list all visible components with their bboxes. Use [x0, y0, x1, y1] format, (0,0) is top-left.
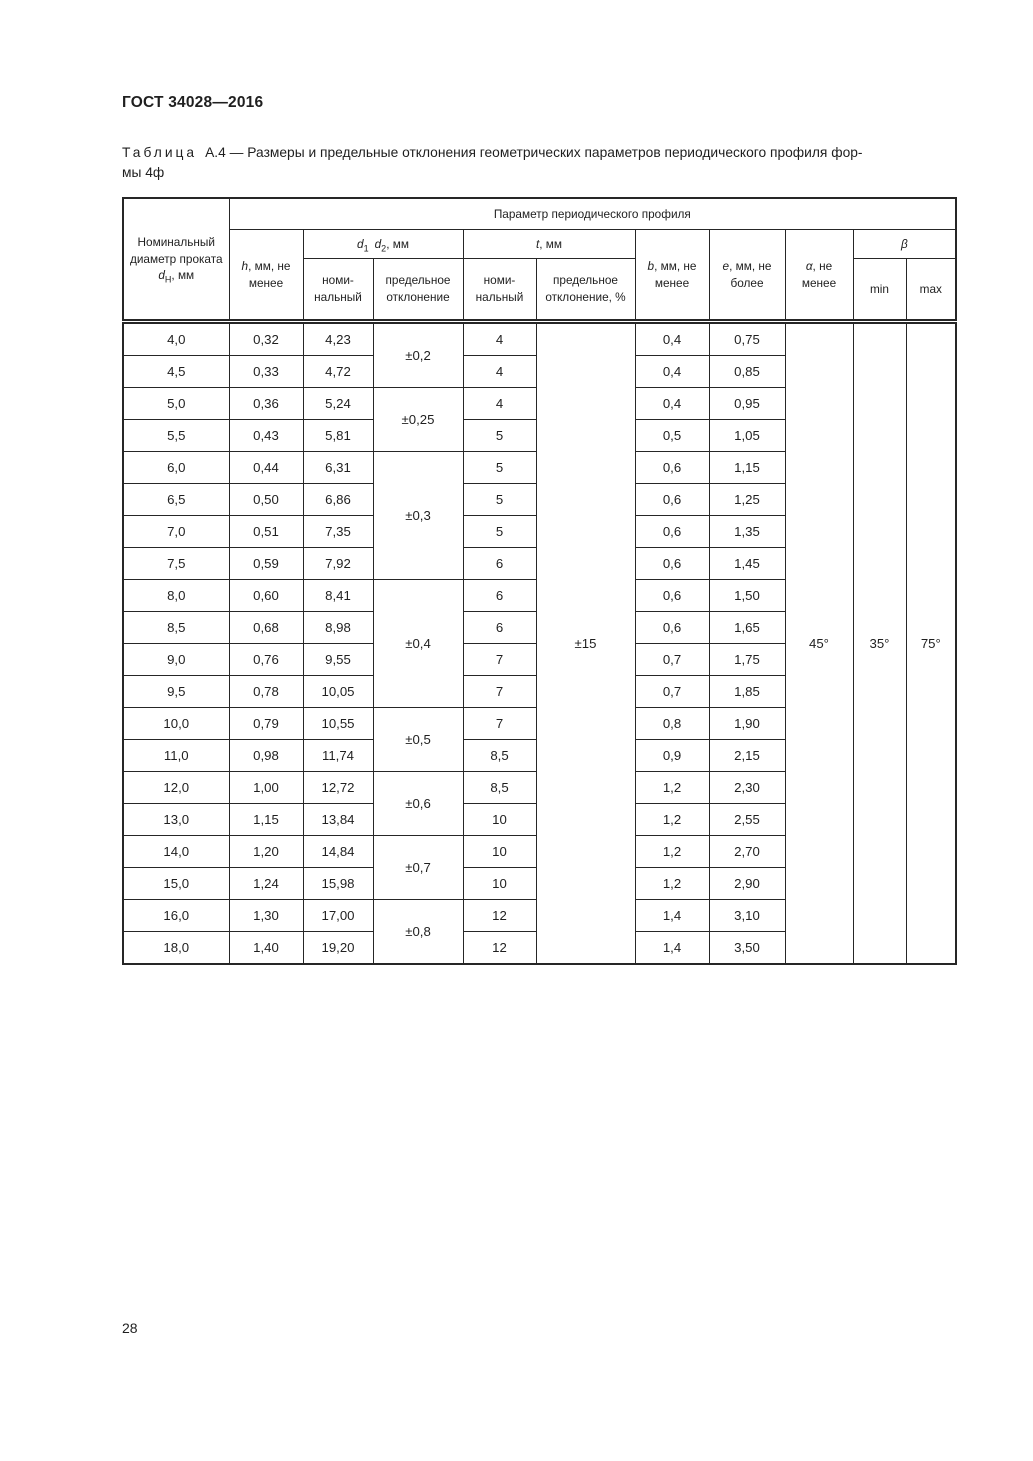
cell-t-nominal: 7: [463, 676, 536, 708]
cell-d12-nominal: 4,72: [303, 356, 373, 388]
cell-d12-nominal: 10,55: [303, 708, 373, 740]
cell-d12-nominal: 6,86: [303, 484, 373, 516]
cell-nominal-diameter: 6,5: [123, 484, 229, 516]
cell-b: 0,6: [635, 452, 709, 484]
col-header-param-span: Параметр периодического профиля: [229, 198, 956, 230]
cell-b: 0,7: [635, 644, 709, 676]
cell-d12-deviation: ±0,4: [373, 580, 463, 708]
cell-d12-nominal: 6,31: [303, 452, 373, 484]
cell-e: 2,30: [709, 772, 785, 804]
cell-d12-deviation: ±0,25: [373, 388, 463, 452]
table-caption-text-line2: мы 4ф: [122, 165, 165, 180]
cell-t-nominal: 6: [463, 580, 536, 612]
cell-e: 1,85: [709, 676, 785, 708]
cell-t-nominal: 4: [463, 322, 536, 356]
cell-nominal-diameter: 7,5: [123, 548, 229, 580]
cell-b: 1,2: [635, 772, 709, 804]
cell-e: 2,70: [709, 836, 785, 868]
table-caption-number: А.4: [205, 145, 226, 160]
table-row: [123, 322, 956, 356]
cell-nominal-diameter: 13,0: [123, 804, 229, 836]
cell-nominal-diameter: 6,0: [123, 452, 229, 484]
cell-t-nominal: 6: [463, 548, 536, 580]
cell-t-nominal: 10: [463, 804, 536, 836]
col-header-beta-min: min: [853, 259, 906, 322]
cell-e: 2,55: [709, 804, 785, 836]
cell-h: 0,79: [229, 708, 303, 740]
cell-nominal-diameter: 5,0: [123, 388, 229, 420]
cell-t-nominal: 10: [463, 836, 536, 868]
cell-beta-min: 35°: [853, 322, 906, 965]
cell-d12-nominal: 4,23: [303, 322, 373, 356]
cell-b: 1,4: [635, 932, 709, 965]
col-header-e: e, мм, не более: [709, 230, 785, 322]
cell-nominal-diameter: 14,0: [123, 836, 229, 868]
cell-t-nominal: 6: [463, 612, 536, 644]
cell-b: 0,4: [635, 388, 709, 420]
cell-e: 1,25: [709, 484, 785, 516]
cell-h: 1,00: [229, 772, 303, 804]
cell-d12-nominal: 7,92: [303, 548, 373, 580]
cell-t-nominal: 5: [463, 484, 536, 516]
col-header-t-deviation: предельное отклонение, %: [536, 259, 635, 322]
cell-b: 0,6: [635, 548, 709, 580]
col-header-d-nominal: номи-нальный: [303, 259, 373, 322]
cell-h: 0,33: [229, 356, 303, 388]
cell-h: 1,40: [229, 932, 303, 965]
cell-nominal-diameter: 4,0: [123, 322, 229, 356]
cell-e: 1,90: [709, 708, 785, 740]
cell-nominal-diameter: 5,5: [123, 420, 229, 452]
cell-t-nominal: 8,5: [463, 740, 536, 772]
cell-b: 0,7: [635, 676, 709, 708]
cell-b: 0,6: [635, 484, 709, 516]
profile-parameters-table: [122, 197, 957, 965]
cell-t-deviation: ±15: [536, 322, 635, 965]
cell-nominal-diameter: 15,0: [123, 868, 229, 900]
cell-t-nominal: 10: [463, 868, 536, 900]
cell-nominal-diameter: 8,5: [123, 612, 229, 644]
cell-nominal-diameter: 10,0: [123, 708, 229, 740]
cell-b: 1,2: [635, 804, 709, 836]
cell-e: 1,75: [709, 644, 785, 676]
cell-d12-nominal: 13,84: [303, 804, 373, 836]
cell-h: 0,43: [229, 420, 303, 452]
cell-t-nominal: 7: [463, 644, 536, 676]
cell-e: 0,95: [709, 388, 785, 420]
cell-nominal-diameter: 9,5: [123, 676, 229, 708]
cell-b: 0,5: [635, 420, 709, 452]
cell-b: 0,6: [635, 580, 709, 612]
cell-e: 1,35: [709, 516, 785, 548]
cell-h: 0,68: [229, 612, 303, 644]
cell-d12-nominal: 7,35: [303, 516, 373, 548]
cell-d12-nominal: 9,55: [303, 644, 373, 676]
cell-b: 0,8: [635, 708, 709, 740]
cell-h: 1,20: [229, 836, 303, 868]
cell-d12-nominal: 5,24: [303, 388, 373, 420]
cell-nominal-diameter: 12,0: [123, 772, 229, 804]
col-header-h: h, мм, не менее: [229, 230, 303, 322]
cell-d12-deviation: ±0,7: [373, 836, 463, 900]
cell-b: 0,4: [635, 356, 709, 388]
cell-e: 1,65: [709, 612, 785, 644]
col-header-b: b, мм, не менее: [635, 230, 709, 322]
cell-h: 0,51: [229, 516, 303, 548]
cell-h: 0,59: [229, 548, 303, 580]
cell-t-nominal: 4: [463, 356, 536, 388]
cell-e: 3,50: [709, 932, 785, 965]
cell-nominal-diameter: 8,0: [123, 580, 229, 612]
cell-t-nominal: 7: [463, 708, 536, 740]
table-header: [123, 198, 956, 322]
cell-nominal-diameter: 4,5: [123, 356, 229, 388]
cell-e: 1,50: [709, 580, 785, 612]
cell-e: 0,75: [709, 322, 785, 356]
table-body: [123, 322, 956, 965]
cell-b: 0,9: [635, 740, 709, 772]
cell-b: 0,6: [635, 612, 709, 644]
cell-d12-nominal: 10,05: [303, 676, 373, 708]
cell-nominal-diameter: 16,0: [123, 900, 229, 932]
cell-nominal-diameter: 7,0: [123, 516, 229, 548]
cell-h: 1,24: [229, 868, 303, 900]
col-header-t: t, мм: [463, 230, 635, 259]
cell-t-nominal: 5: [463, 516, 536, 548]
cell-b: 0,4: [635, 322, 709, 356]
cell-b: 1,2: [635, 836, 709, 868]
cell-t-nominal: 5: [463, 420, 536, 452]
table-caption-label: Таблица: [122, 145, 198, 160]
table-caption-text-line1: — Размеры и предельные отклонения геометрических параметров периодического профиля фор-: [229, 145, 863, 160]
cell-t-nominal: 12: [463, 932, 536, 965]
cell-nominal-diameter: 11,0: [123, 740, 229, 772]
cell-t-nominal: 12: [463, 900, 536, 932]
cell-d12-nominal: 14,84: [303, 836, 373, 868]
col-header-d12: $d_1$ $d_2$, мм: [303, 230, 463, 259]
cell-b: 1,4: [635, 900, 709, 932]
cell-b: 0,6: [635, 516, 709, 548]
cell-d12-nominal: 8,41: [303, 580, 373, 612]
cell-t-nominal: 8,5: [463, 772, 536, 804]
cell-beta-max: 75°: [906, 322, 956, 965]
cell-d12-deviation: ±0,8: [373, 900, 463, 965]
cell-d12-nominal: 5,81: [303, 420, 373, 452]
cell-b: 1,2: [635, 868, 709, 900]
cell-e: 1,15: [709, 452, 785, 484]
cell-h: 0,36: [229, 388, 303, 420]
cell-t-nominal: 5: [463, 452, 536, 484]
table-caption: [122, 143, 964, 183]
cell-t-nominal: 4: [463, 388, 536, 420]
cell-d12-deviation: ±0,2: [373, 322, 463, 388]
col-header-alpha: α, не менее: [785, 230, 853, 322]
cell-d12-deviation: ±0,5: [373, 708, 463, 772]
cell-d12-nominal: 11,74: [303, 740, 373, 772]
cell-e: 2,90: [709, 868, 785, 900]
cell-d12-nominal: 15,98: [303, 868, 373, 900]
page-number: 28: [122, 1320, 138, 1336]
cell-d12-deviation: ±0,6: [373, 772, 463, 836]
cell-h: 0,76: [229, 644, 303, 676]
cell-d12-nominal: 12,72: [303, 772, 373, 804]
cell-h: 1,30: [229, 900, 303, 932]
col-header-beta: β: [853, 230, 956, 259]
cell-d12-deviation: ±0,3: [373, 452, 463, 580]
cell-h: 1,15: [229, 804, 303, 836]
col-header-nominal-diameter: Номинальный диаметр проката $d_Н$, мм: [123, 198, 229, 322]
cell-e: 1,45: [709, 548, 785, 580]
cell-e: 3,10: [709, 900, 785, 932]
cell-e: 1,05: [709, 420, 785, 452]
cell-h: 0,60: [229, 580, 303, 612]
cell-h: 0,50: [229, 484, 303, 516]
cell-h: 0,32: [229, 322, 303, 356]
cell-nominal-diameter: 18,0: [123, 932, 229, 965]
cell-e: 2,15: [709, 740, 785, 772]
col-header-d-deviation: предельное отклонение: [373, 259, 463, 322]
cell-d12-nominal: 8,98: [303, 612, 373, 644]
col-header-beta-max: max: [906, 259, 956, 322]
cell-alpha: 45°: [785, 322, 853, 965]
cell-h: 0,98: [229, 740, 303, 772]
cell-h: 0,78: [229, 676, 303, 708]
cell-d12-nominal: 19,20: [303, 932, 373, 965]
cell-e: 0,85: [709, 356, 785, 388]
cell-h: 0,44: [229, 452, 303, 484]
col-header-t-nominal: номи-нальный: [463, 259, 536, 322]
cell-nominal-diameter: 9,0: [123, 644, 229, 676]
cell-d12-nominal: 17,00: [303, 900, 373, 932]
doc-header: ГОСТ 34028—2016: [122, 94, 264, 111]
